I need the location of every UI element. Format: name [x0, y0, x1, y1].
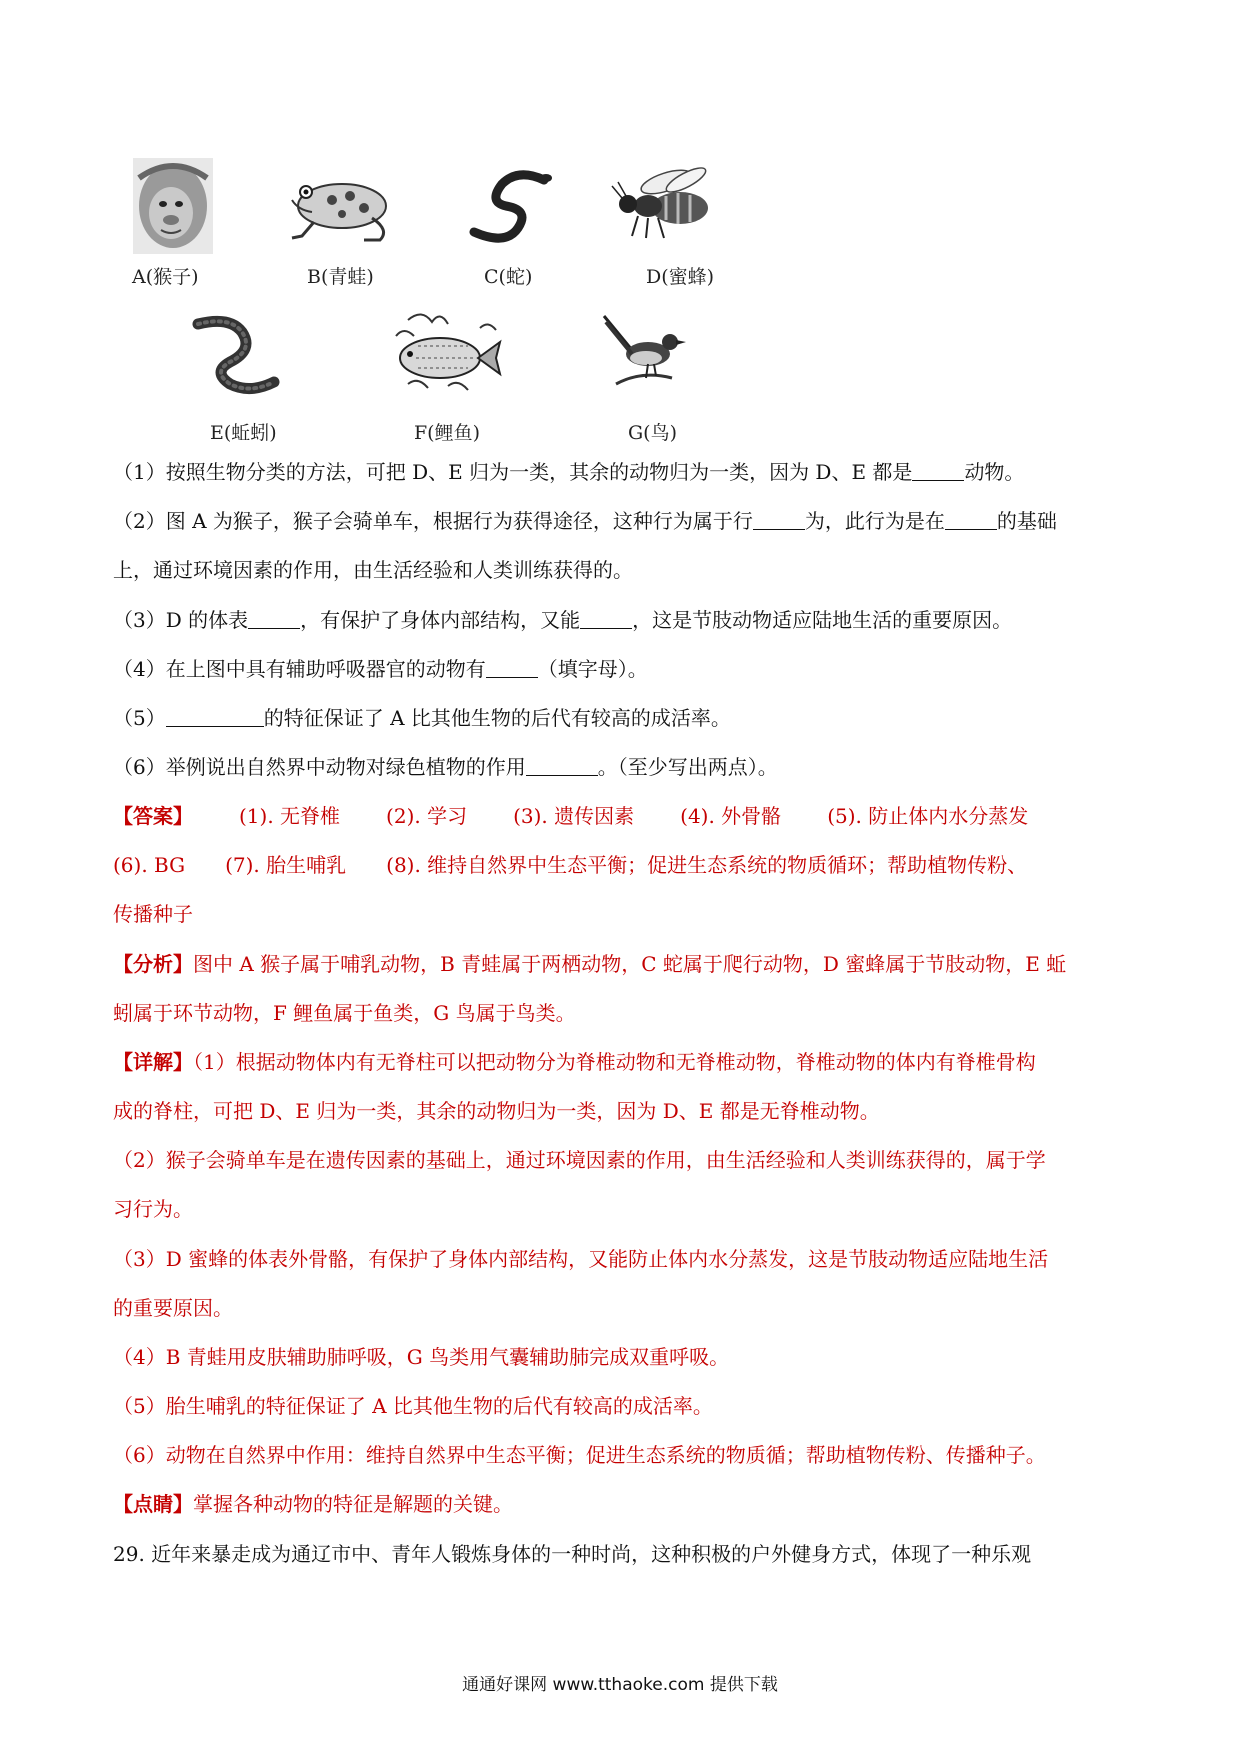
answer-item: (3). 遗传因素: [513, 804, 635, 828]
detail-line-2: 成的脊柱，可把 D、E 归为一类，其余的动物归为一类，因为 D、E 都是无脊椎动物。: [113, 1099, 880, 1123]
question-3: （3）D 的体表 ，有保护了身体内部结构，又能 ，这是节肢动物适应陆地生活的重要原因。: [113, 608, 1013, 632]
detail-line-4: 习行为。: [113, 1197, 193, 1221]
question-5: （5） 的特征保证了 A 比其他生物的后代有较高的成活率。: [113, 706, 731, 730]
caption-d: D(蜜蜂): [646, 266, 715, 288]
bird-image: [602, 312, 688, 392]
answer-item: (1). 无脊椎: [239, 804, 341, 828]
answer-item: (2). 学习: [386, 804, 468, 828]
caption-c: C(蛇): [484, 266, 533, 288]
answer-blank: [526, 755, 598, 776]
analysis-line-2: 蚓属于环节动物，F 鲤鱼属于鱼类，G 鸟属于鸟类。: [113, 1001, 576, 1025]
caption-f: F(鲤鱼): [414, 422, 481, 444]
detail-line-1: 【详解】（1）根据动物体内有无脊柱可以把动物分为脊椎动物和无脊椎动物，脊椎动物的体内有脊椎骨构: [113, 1050, 1036, 1074]
analysis-tag: 【分析】: [113, 952, 193, 976]
question-6: （6）举例说出自然界中动物对绿色植物的作用 。（至少写出两点）。: [113, 755, 778, 779]
answer-blank: [486, 657, 538, 678]
monkey-image: [133, 158, 213, 254]
answer-blank: [945, 509, 997, 530]
answer-blank: [912, 460, 964, 481]
caption-b: B(青蛙): [307, 266, 374, 288]
earthworm-image: [190, 310, 290, 396]
detail-line-3: （2）猴子会骑单车是在遗传因素的基础上，通过环境因素的作用，由生活经验和人类训练获得的，属于学: [113, 1148, 1046, 1172]
detail-line-5: （3）D 蜜蜂的体表外骨骼，有保护了身体内部结构，又能防止体内水分蒸发，这是节肢动物适应陆地生活: [113, 1247, 1049, 1271]
comment-line: 【点睛】掌握各种动物的特征是解题的关键。: [113, 1492, 513, 1516]
frog-image: [284, 170, 396, 244]
analysis-line-1: 【分析】图中 A 猴子属于哺乳动物，B 青蛙属于两栖动物，C 蛇属于爬行动物，D 蜜蜂属于节肢动物，E 蚯: [113, 952, 1067, 976]
answer-blank: [166, 706, 264, 727]
answer-item: (7). 胎生哺乳: [225, 853, 347, 877]
answer-item: (4). 外骨骼: [680, 804, 782, 828]
answer-blank: [248, 608, 300, 629]
bee-image: [608, 164, 718, 244]
detail-line-9: （6）动物在自然界中作用：维持自然界中生态平衡；促进生态系统的物质循；帮助植物传粉、传播种子。: [113, 1443, 1046, 1467]
question-29: 29. 近年来暴走成为通辽市中、青年人锻炼身体的一种时尚，这种积极的户外健身方式，体现了一种乐观: [113, 1542, 1032, 1566]
detail-tag: 【详解】: [113, 1050, 193, 1074]
caption-e: E(蚯蚓): [210, 422, 277, 444]
question-4: （4）在上图中具有辅助呼吸器官的动物有 （填字母）。: [113, 657, 648, 681]
detail-line-6: 的重要原因。: [113, 1296, 233, 1320]
carp-image: [388, 306, 504, 396]
answer-line-3: 传播种子: [113, 902, 193, 926]
detail-line-8: （5）胎生哺乳的特征保证了 A 比其他生物的后代有较高的成活率。: [113, 1394, 713, 1418]
answer-item: (5). 防止体内水分蒸发: [827, 804, 1029, 828]
answer-item: (8). 维持自然界中生态平衡；促进生态系统的物质循环；帮助植物传粉、: [386, 853, 1028, 877]
answer-item: (6). BG: [113, 853, 186, 877]
answer-line-1: [113, 802, 1133, 830]
question-2-line-1: （2）图 A 为猴子，猴子会骑单车，根据行为获得途径，这种行为属于行 为，此行为是在 的基础: [113, 509, 1057, 533]
answer-line-2: [113, 851, 1133, 879]
answer-blank: [580, 608, 632, 629]
caption-a: A(猴子): [132, 266, 199, 288]
answer-blank: [753, 509, 805, 530]
question-1: （1）按照生物分类的方法，可把 D、E 归为一类，其余的动物归为一类，因为 D、E 都是 动物。: [113, 460, 1025, 484]
caption-g: G(鸟): [628, 422, 678, 444]
comment-tag: 【点睛】: [113, 1492, 193, 1516]
snake-image: [462, 166, 558, 246]
question-2-line-2: 上，通过环境因素的作用，由生活经验和人类训练获得的。: [113, 558, 633, 582]
answer-tag: 【答案】: [113, 804, 193, 828]
detail-line-7: （4）B 青蛙用皮肤辅助肺呼吸，G 鸟类用气囊辅助肺完成双重呼吸。: [113, 1345, 730, 1369]
page-footer: 通通好课网 www.tthaoke.com 提供下载: [462, 1675, 778, 1695]
